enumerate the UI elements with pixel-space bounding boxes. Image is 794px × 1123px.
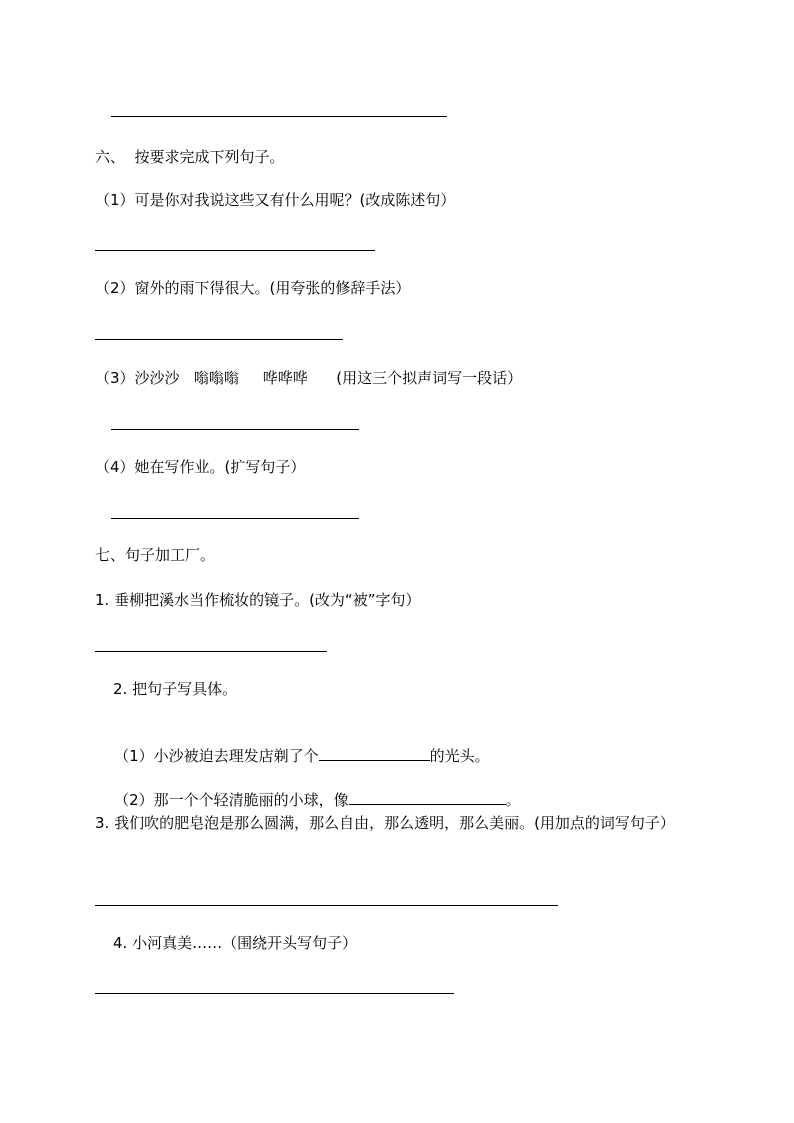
- answer-line-previous[interactable]: [111, 116, 447, 117]
- item-7-2-2-suffix: 。: [505, 791, 521, 809]
- section-6-heading: 六、 按要求完成下列句子。: [95, 148, 285, 166]
- fill-blank-7-2-2[interactable]: [349, 788, 506, 805]
- answer-line-6-2[interactable]: [95, 339, 343, 340]
- answer-line-6-4[interactable]: [111, 518, 359, 519]
- question-6-1: （1）可是你对我说这些又有什么用呢？(改成陈述句）: [95, 191, 456, 209]
- question-6-2: （2）窗外的雨下得很大。(用夸张的修辞手法）: [95, 279, 411, 297]
- answer-line-7-1[interactable]: [95, 651, 327, 652]
- question-6-4: （4）她在写作业。(扩写句子）: [95, 458, 306, 476]
- answer-line-7-4[interactable]: [95, 993, 454, 994]
- item-7-1: 1. 垂柳把溪水当作梳妆的镜子。(改为“被”字句）: [95, 591, 421, 609]
- item-7-3: 3. 我们吹的肥皂泡是那么圆满，那么自由，那么透明，那么美丽。(用加点的词写句子）: [95, 814, 675, 832]
- item-7-2-1-prefix: （1）小沙被迫去理发店剃了个: [114, 747, 319, 765]
- item-7-2-1: [95, 724, 490, 765]
- item-7-4: 4. 小河真美……（围绕开头写句子）: [113, 934, 358, 952]
- section-7-heading: 七、句子加工厂。: [95, 546, 216, 564]
- answer-line-6-3[interactable]: [111, 429, 359, 430]
- item-7-2: 2. 把句子写具体。: [113, 680, 238, 698]
- item-7-2-1-suffix: 的光头。: [429, 747, 490, 765]
- question-6-3: （3）沙沙沙 嗡嗡嗡 哗哗哗 (用这三个拟声词写一段话）: [95, 369, 523, 387]
- item-7-2-2: [95, 768, 521, 809]
- fill-blank-7-2-1[interactable]: [319, 744, 430, 761]
- item-7-2-2-prefix: （2）那一个个轻清脆丽的小球，像: [114, 791, 349, 809]
- answer-line-6-1[interactable]: [95, 250, 375, 251]
- answer-line-7-3[interactable]: [95, 905, 558, 906]
